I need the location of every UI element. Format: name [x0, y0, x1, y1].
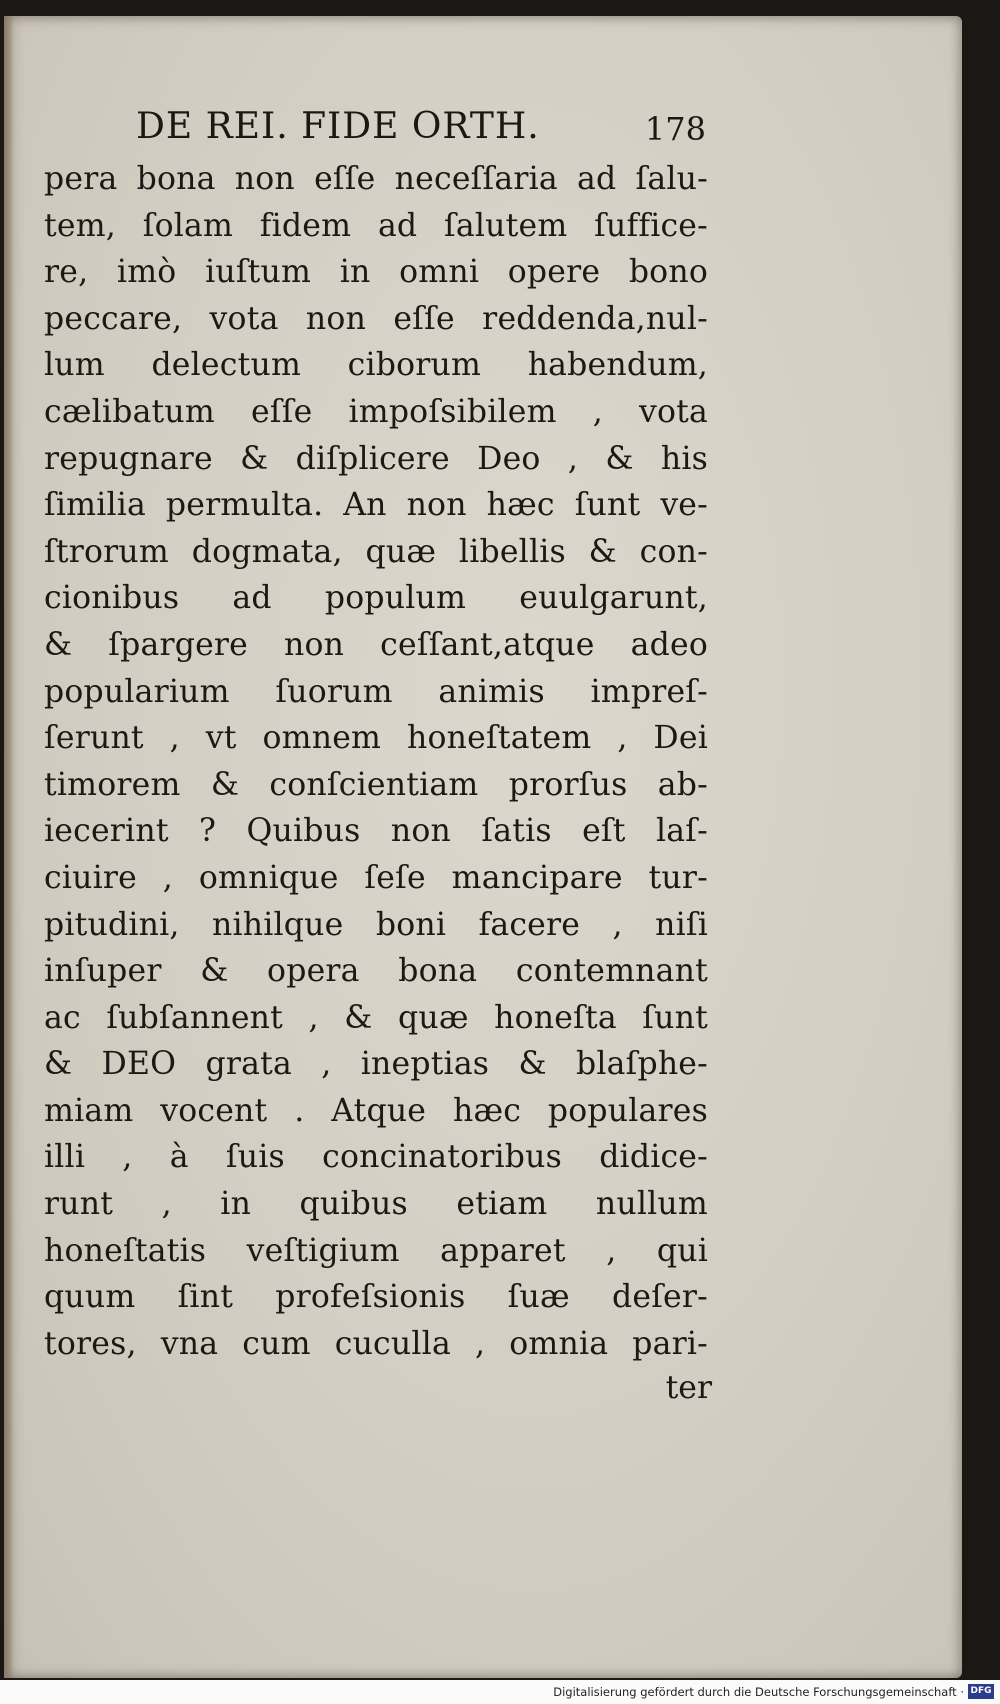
body-text [44, 156, 708, 1367]
page-number: 178 [644, 110, 706, 148]
text-line: cælibatum eſſe impoſsibilem , vota [44, 393, 708, 430]
text-line: illi , à ſuis concinatoribus didice- [44, 1139, 708, 1176]
text-line: cionibus ad populum euulgarunt, [44, 580, 708, 617]
page-gutter-shadow [4, 16, 14, 1678]
text-line: inſuper & opera bona contemnant [44, 953, 708, 990]
text-line: timorem & conſcientiam prorſus ab- [44, 766, 708, 803]
text-line: & DEO grata , ineptias & blaſphe- [44, 1046, 708, 1083]
text-line: ſerunt , vt omnem honeſtatem , Dei [44, 720, 708, 757]
text-line: runt , in quibus etiam nullum [44, 1186, 708, 1223]
text-line: pitudini, nihilque boni facere , niſi [44, 906, 708, 943]
text-line: miam vocent . Atque hæc populares [44, 1092, 708, 1129]
text-line: popularium ſuorum animis impreſ- [44, 673, 708, 710]
text-line: ſimilia permulta. An non hæc ſunt ve- [44, 487, 708, 524]
catchword: ter [665, 1370, 712, 1406]
funding-credit: Digitalisierung gefördert durch die Deutsche Forschungsgemeinschaft · [553, 1685, 964, 1699]
text-line: lum delectum ciborum habendum, [44, 347, 708, 384]
text-line: pera bona non eſſe neceſſaria ad ſalu- [44, 161, 708, 197]
text-line: tores, vna cum cuculla , omnia pari- [44, 1325, 708, 1362]
text-line: & ſpargere non ceſſant,atque adeo [44, 626, 708, 663]
text-line: quum ſint profeſsionis ſuæ deſer- [44, 1279, 708, 1316]
running-head [136, 106, 706, 152]
dfg-logo: DFG [968, 1684, 994, 1699]
text-line: re, imò iuſtum in omni opere bono [44, 254, 708, 291]
text-line: ſtrorum dogmata, quæ libellis & con- [44, 533, 708, 570]
text-line: honeſtatis veſtigium apparet , qui [44, 1232, 708, 1269]
running-title: DE REI. FIDE ORTH. [136, 106, 540, 147]
text-line: iecerint ? Quibus non ſatis eſt laſ- [44, 813, 708, 850]
digitization-footer [0, 1680, 1000, 1704]
text-line: peccare, vota non eſſe reddenda,nul- [44, 300, 708, 337]
text-line: repugnare & diſplicere Deo , & his [44, 440, 708, 477]
text-line: ciuire , omnique ſeſe mancipare tur- [44, 859, 708, 896]
text-line: ac ſubſannent , & quæ honeſta ſunt [44, 999, 708, 1036]
text-line: tem, ſolam fidem ad ſalutem ſuffice- [44, 207, 708, 244]
